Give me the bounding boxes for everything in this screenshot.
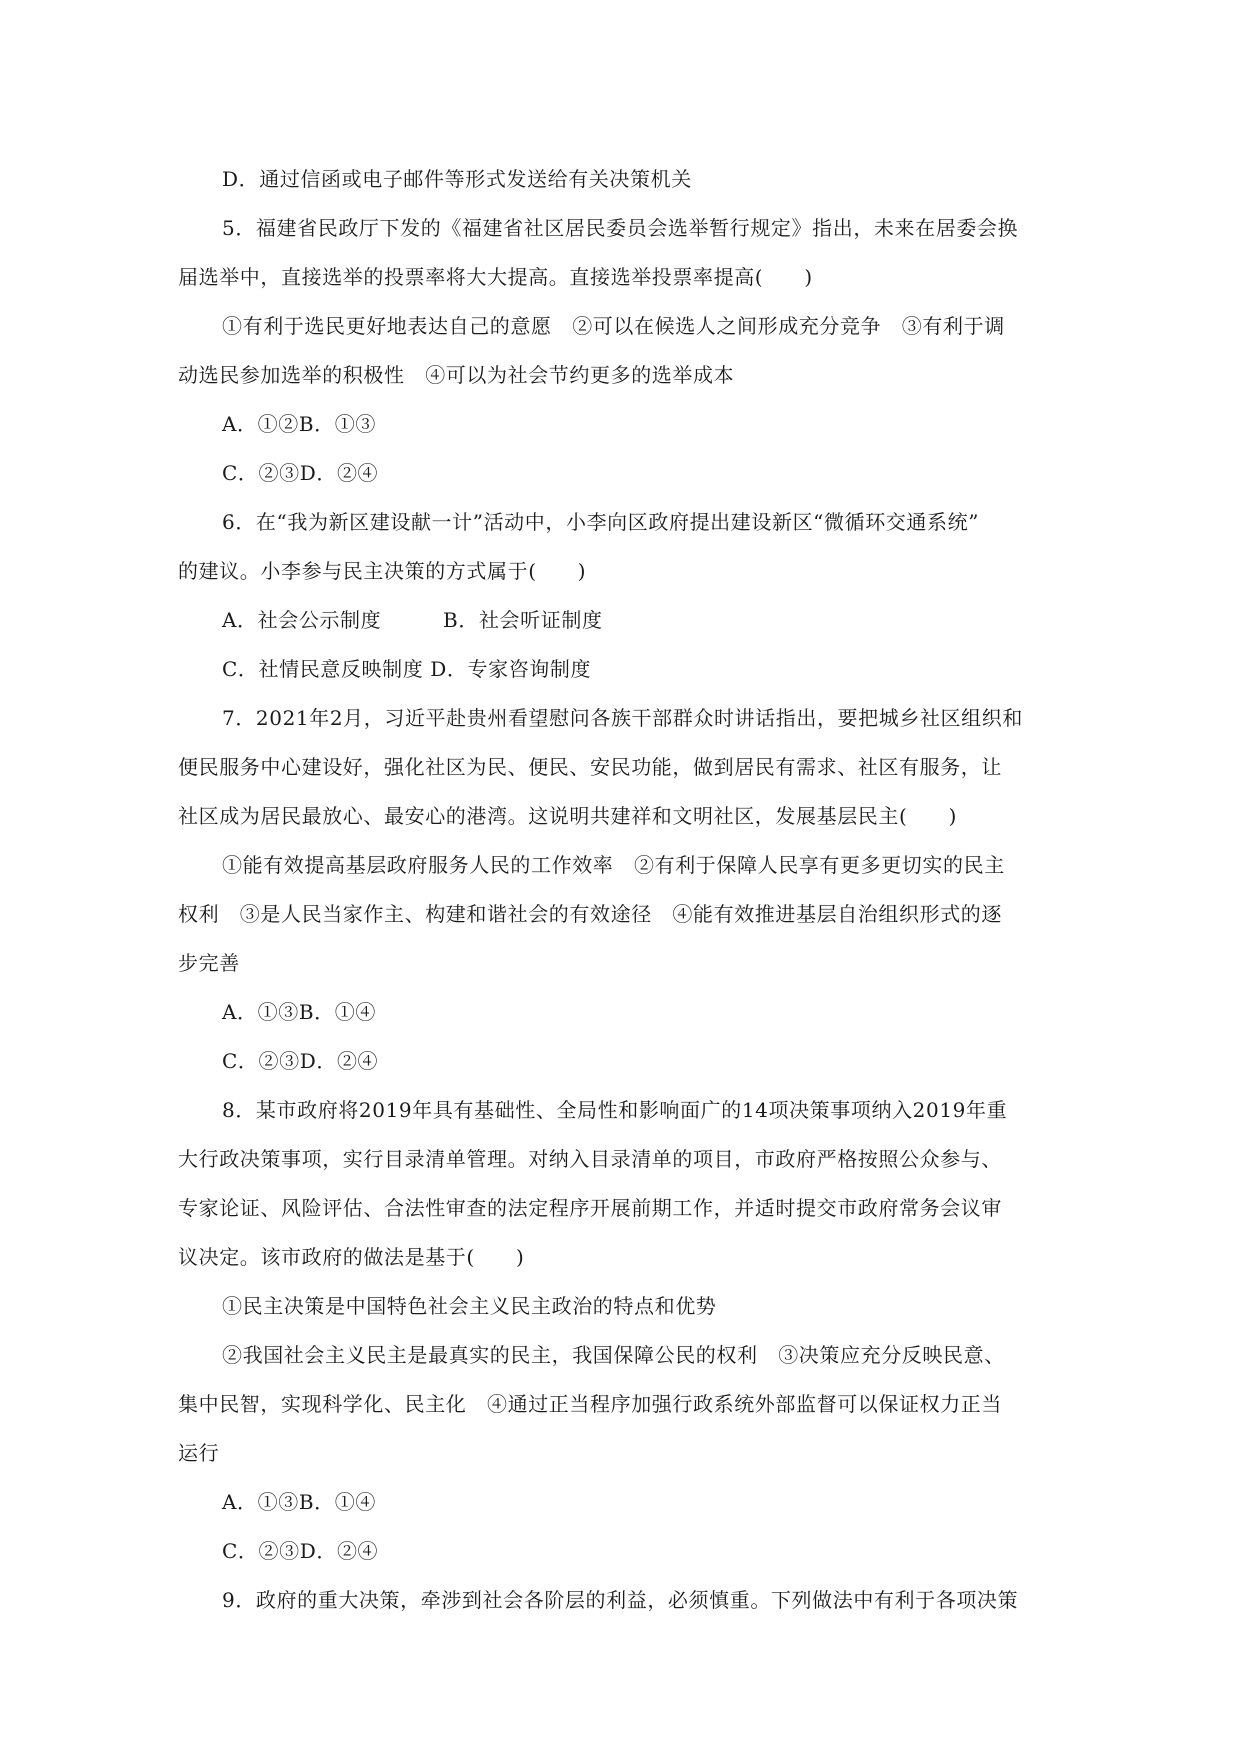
- text-line: 8．某市政府将2019年具有基础性、全局性和影响面广的14项决策事项纳入2019年重: [222, 1098, 1008, 1122]
- text-line: 的建议。小李参与民主决策的方式属于( ): [178, 559, 587, 583]
- text-line: A．①③B．①④: [222, 1490, 376, 1514]
- text-line: 步完善: [178, 951, 240, 975]
- text-line: C．②③D．②④: [222, 461, 379, 485]
- text-line: ②我国社会主义民主是最真实的民主，我国保障公民的权利 ③决策应充分反映民意、: [222, 1343, 1005, 1367]
- text-line: ①民主决策是中国特色社会主义民主政治的特点和优势: [222, 1294, 717, 1318]
- text-line: C．②③D．②④: [222, 1539, 379, 1563]
- text-line: C．②③D．②④: [222, 1049, 379, 1073]
- text-line: 届选举中，直接选举的投票率将大大提高。直接选举投票率提高( ): [178, 265, 813, 289]
- text-line: A．①②B．①③: [222, 412, 376, 436]
- text-line: D．通过信函或电子邮件等形式发送给有关决策机关: [222, 167, 692, 191]
- text-line: 便民服务中心建设好，强化社区为民、便民、安民功能，做到居民有需求、社区有服务，让: [178, 755, 1002, 779]
- text-line: 专家论证、风险评估、合法性审查的法定程序开展前期工作，并适时提交市政府常务会议审: [178, 1196, 1002, 1220]
- text-line: 9．政府的重大决策，牵涉到社会各阶层的利益，必须慎重。下列做法中有利于各项决策: [222, 1588, 1019, 1612]
- text-line: 6．在“我为新区建设献一计”活动中，小李向区政府提出建设新区“微循环交通系统”: [222, 510, 980, 534]
- text-line: 5．福建省民政厅下发的《福建省社区居民委员会选举暂行规定》指出，未来在居委会换: [222, 216, 1019, 240]
- text-line: 权利 ③是人民当家作主、构建和谐社会的有效途径 ④能有效推进基层自治组织形式的逐: [178, 902, 1002, 926]
- text-line: A．社会公示制度 B．社会听证制度: [222, 608, 603, 632]
- text-line: 集中民智，实现科学化、民主化 ④通过正当程序加强行政系统外部监督可以保证权力正当: [178, 1392, 1002, 1416]
- text-line: 动选民参加选举的积极性 ④可以为社会节约更多的选举成本: [178, 363, 735, 387]
- text-line: 议决定。该市政府的做法是基于( ): [178, 1245, 525, 1269]
- text-line: A．①③B．①④: [222, 1000, 376, 1024]
- text-line: ①能有效提高基层政府服务人民的工作效率 ②有利于保障人民享有更多更切实的民主: [222, 853, 1005, 877]
- document-page: [178, 155, 1070, 1625]
- text-line: 大行政决策事项，实行目录清单管理。对纳入目录清单的项目，市政府严格按照公众参与、: [178, 1147, 1002, 1171]
- text-line: 运行: [178, 1441, 220, 1465]
- text-line: 7．2021年2月，习近平赴贵州看望慰问各族干部群众时讲话指出，要把城乡社区组织和: [222, 706, 1023, 730]
- text-line: 社区成为居民最放心、最安心的港湾。这说明共建祥和文明社区，发展基层民主( ): [178, 804, 958, 828]
- text-line: ①有利于选民更好地表达自己的意愿 ②可以在候选人之间形成充分竞争 ③有利于调: [222, 314, 1005, 338]
- text-line: C．社情民意反映制度 D．专家咨询制度: [222, 657, 592, 681]
